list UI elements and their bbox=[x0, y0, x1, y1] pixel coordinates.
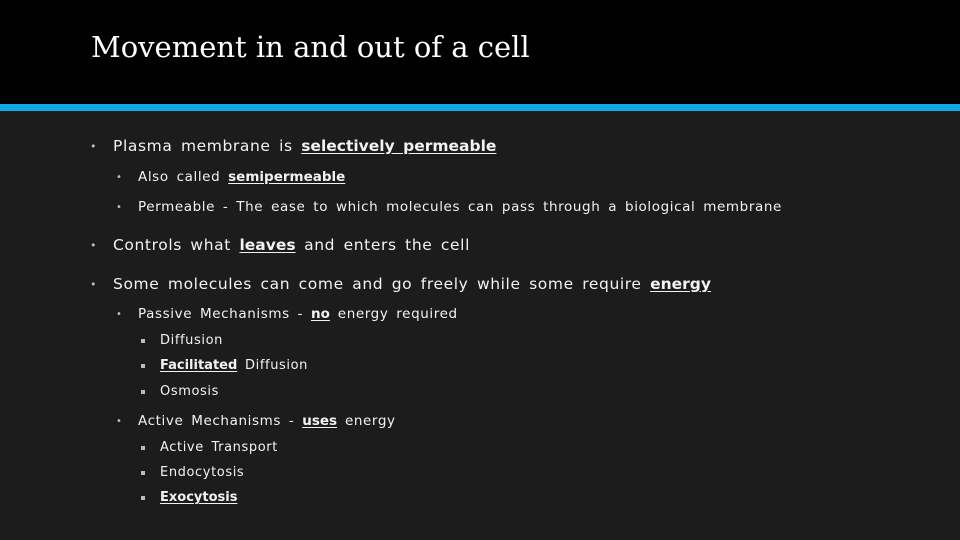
emphasis-text: no bbox=[311, 306, 330, 322]
bullet-item bbox=[116, 199, 782, 215]
bullet-text: Endocytosis bbox=[160, 465, 245, 480]
bullet-square-icon bbox=[141, 496, 145, 500]
bullet-square-icon bbox=[141, 446, 145, 450]
bullet-square-icon bbox=[141, 471, 145, 475]
emphasis-text: uses bbox=[302, 413, 338, 429]
emphasis-text: energy bbox=[650, 275, 711, 293]
bullet-item bbox=[90, 137, 497, 155]
bullet-text: and enters the cell bbox=[295, 236, 470, 254]
bullet-item bbox=[160, 358, 308, 373]
bullet-item bbox=[160, 490, 237, 505]
bullet-item bbox=[116, 306, 458, 322]
emphasis-text: selectively permeable bbox=[301, 137, 497, 155]
bullet-text: energy bbox=[337, 413, 396, 429]
bullet-text: Diffusion bbox=[160, 333, 223, 348]
bullet-text: Controls what bbox=[113, 236, 240, 254]
bullet-dot-icon: • bbox=[116, 202, 123, 213]
bullet-text: Also called bbox=[138, 169, 229, 185]
bullet-dot-icon: • bbox=[116, 416, 123, 427]
bullet-item bbox=[116, 169, 346, 185]
bullet-dot-icon: • bbox=[116, 309, 123, 320]
slide-title: Movement in and out of a cell bbox=[91, 30, 530, 64]
bullet-item bbox=[160, 465, 244, 480]
bullet-text: Active Transport bbox=[160, 440, 278, 455]
bullet-item bbox=[160, 440, 278, 455]
bullet-dot-icon: • bbox=[90, 239, 98, 252]
bullet-item bbox=[160, 333, 223, 348]
bullet-square-icon bbox=[141, 390, 145, 394]
bullet-text: Diffusion bbox=[237, 358, 309, 373]
emphasis-text: leaves bbox=[239, 236, 296, 254]
bullet-text: Permeable - The ease to which molecules can pass through a biological membrane bbox=[138, 199, 782, 215]
bullet-text: energy required bbox=[329, 306, 458, 322]
bullet-dot-icon: • bbox=[90, 140, 98, 153]
bullet-text: Osmosis bbox=[160, 384, 219, 399]
bullet-square-icon bbox=[141, 364, 145, 368]
emphasis-text: semipermeable bbox=[228, 169, 346, 185]
bullet-item bbox=[90, 236, 470, 254]
emphasis-text: Exocytosis bbox=[160, 490, 238, 505]
bullet-item bbox=[116, 413, 396, 429]
bullet-text: Active Mechanisms - bbox=[138, 413, 303, 429]
bullet-item bbox=[90, 275, 711, 293]
emphasis-text: Facilitated bbox=[160, 358, 238, 373]
bullet-dot-icon: • bbox=[116, 172, 123, 183]
bullet-item bbox=[160, 384, 219, 399]
bullet-dot-icon: • bbox=[90, 278, 98, 291]
bullet-text: Plasma membrane is bbox=[113, 137, 302, 155]
bullet-text: Passive Mechanisms - bbox=[138, 306, 311, 322]
bullet-square-icon bbox=[141, 339, 145, 343]
bullet-text: Some molecules can come and go freely while some require bbox=[113, 275, 651, 293]
